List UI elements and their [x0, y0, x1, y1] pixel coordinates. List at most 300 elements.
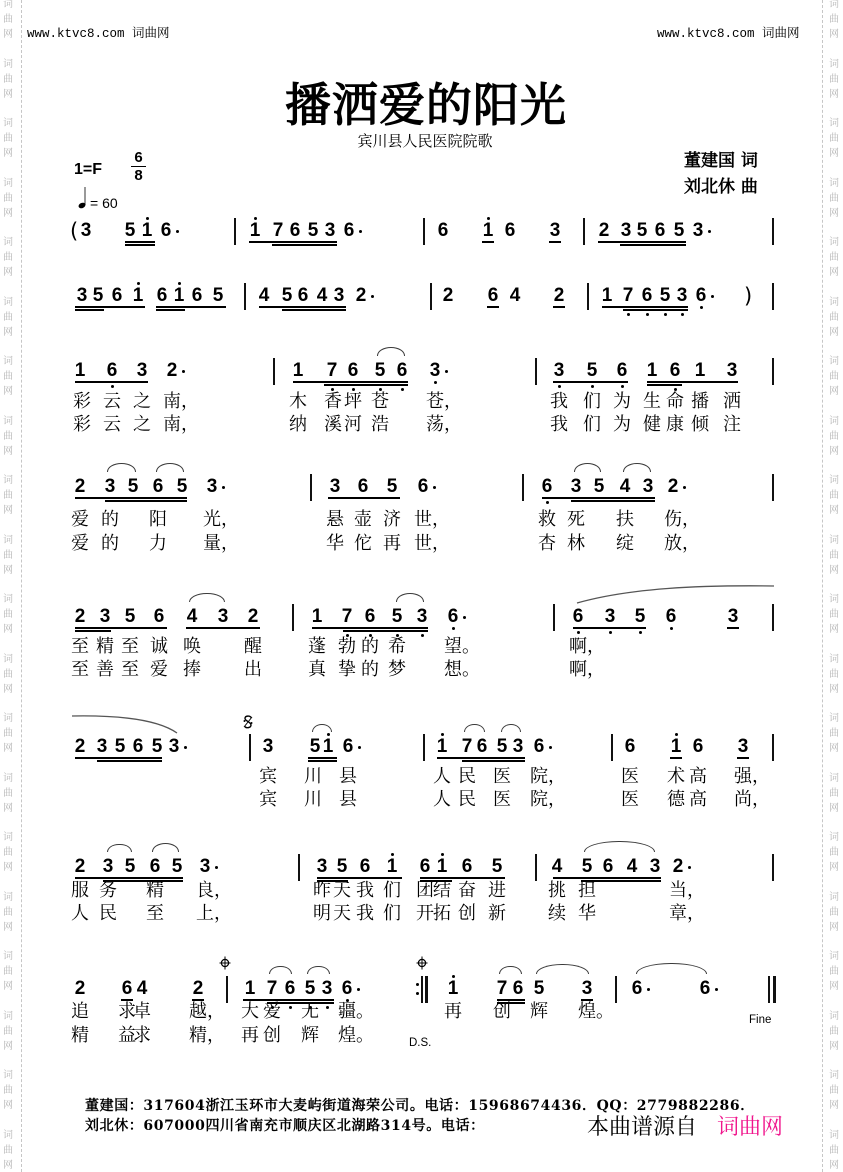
lyric-verse-2: 天 — [333, 903, 351, 924]
augmentation-dot — [222, 486, 225, 489]
underline-eighth — [553, 306, 565, 308]
lyric-verse-2: 院， — [530, 789, 566, 810]
lyric-verse-1: 无 — [301, 1001, 319, 1022]
watermark-char: 词 — [829, 1129, 839, 1141]
note: 6 — [191, 285, 203, 306]
coda-icon — [219, 955, 231, 974]
watermark-char: 曲 — [829, 966, 839, 977]
lyric-verse-1: 再 — [444, 1001, 462, 1022]
note-low-octave: 6 — [347, 360, 359, 381]
lyric-verse-1: 挑 — [548, 880, 566, 901]
watermark-char: 曲 — [829, 787, 839, 799]
note: 5 — [124, 856, 136, 877]
note: 3 — [737, 736, 749, 757]
watermark-char: 网 — [3, 88, 13, 100]
note-high-octave: 1 — [386, 856, 398, 877]
note: 3 — [549, 220, 561, 241]
slur — [584, 841, 655, 852]
underline-eighth — [487, 306, 499, 308]
low-octave-dot — [664, 313, 667, 316]
song-subtitle: 宾川县人民医院院歌 — [357, 132, 493, 150]
slur — [501, 724, 521, 732]
barline — [772, 283, 774, 310]
note-low-octave: 5 — [304, 978, 316, 999]
lyric-verse-2: 爱 — [150, 659, 168, 680]
lyric-verse-2: 们 — [383, 903, 401, 924]
watermark-char: 曲 — [829, 1144, 839, 1156]
augmentation-dot — [445, 370, 448, 373]
lyric-verse-2: 人 — [71, 903, 89, 924]
underline-eighth — [75, 381, 148, 383]
barline — [553, 604, 555, 631]
underline-eighth — [308, 757, 337, 759]
watermark-char: 网 — [3, 207, 13, 219]
site-header-left: www.ktvc8.com 词曲网 — [27, 27, 170, 41]
source-attribution — [587, 1114, 783, 1142]
watermark-char: 网 — [3, 802, 13, 814]
slur — [636, 963, 707, 974]
lyric-verse-2: 县 — [339, 789, 357, 810]
composer-credit: 刘北休 曲 — [684, 177, 758, 197]
time-signature-denominator: 8 — [134, 167, 143, 184]
watermark-char: 词 — [829, 475, 839, 486]
lyric-verse-1: 云 — [103, 391, 121, 412]
note: 3 — [262, 736, 274, 757]
lyric-verse-1: 医 — [621, 766, 639, 787]
watermark-char: 网 — [3, 445, 13, 457]
note-high-octave: 1 — [436, 736, 448, 757]
barline — [249, 734, 251, 761]
watermark-char: 曲 — [3, 14, 13, 25]
lyric-verse-1: 彩 — [73, 391, 91, 412]
note: 5 — [127, 476, 139, 497]
note: 3 — [206, 476, 218, 497]
low-octave-dot — [546, 501, 549, 504]
slur — [307, 966, 330, 974]
lyric-verse-1: 望。 — [444, 636, 480, 657]
song-title: 播洒爱的阳光 — [285, 78, 567, 132]
underline-sixteenth — [324, 384, 408, 386]
barline — [292, 604, 294, 631]
lyric-verse-1: 强， — [734, 766, 770, 787]
note: 6 — [149, 856, 161, 877]
lyric-verse-1: 至 — [71, 636, 89, 657]
barline — [273, 358, 275, 385]
lyric-verse-2: 力 — [149, 533, 167, 554]
note: 5 — [124, 220, 136, 241]
lyric-verse-2: 医 — [493, 789, 511, 810]
lyric-verse-2: 南， — [163, 414, 199, 435]
note-low-octave: 5 — [391, 606, 403, 627]
watermark-char: 曲 — [3, 906, 13, 918]
watermark-char: 曲 — [3, 371, 13, 382]
note: 5 — [491, 856, 503, 877]
barline — [587, 283, 589, 310]
watermark-char: 网 — [829, 29, 839, 40]
watermark-char: 曲 — [829, 1085, 839, 1096]
lyric-verse-1: 的 — [361, 636, 379, 657]
watermark-char: 网 — [3, 29, 13, 40]
note: 4 — [626, 856, 638, 877]
note: 3 — [570, 476, 582, 497]
lyric-verse-2: 我 — [550, 414, 568, 435]
watermark-char: 网 — [829, 981, 839, 992]
watermark-char: 曲 — [3, 1025, 13, 1037]
underline-sixteenth — [105, 500, 187, 502]
note-low-octave: 6 — [447, 606, 459, 627]
lyric-verse-2: 再 — [241, 1025, 259, 1046]
note: 1 — [244, 978, 256, 999]
note: 7 — [272, 220, 284, 241]
note: 5 — [386, 476, 398, 497]
lyric-verse-2: 河 — [344, 414, 362, 435]
note-low-octave: 6 — [669, 360, 681, 381]
margin-dashed-line-left — [21, 0, 22, 1172]
lyric-verse-1: 阳 — [149, 509, 167, 530]
low-octave-dot — [289, 1006, 292, 1009]
lyric-verse-1: 苍 — [371, 391, 389, 412]
note: 6 — [132, 736, 144, 757]
watermark-char: 曲 — [829, 609, 839, 620]
watermark-char: 曲 — [3, 728, 13, 739]
note: 3 — [104, 476, 116, 497]
note-low-octave: 6 — [616, 360, 628, 381]
note: 5 — [124, 606, 136, 627]
lyric-verse-1: 术 — [667, 766, 685, 787]
lyric-verse-1: 大 — [241, 1001, 259, 1022]
lyric-verse-2: 煌。 — [338, 1025, 374, 1046]
lyric-verse-2: 的 — [361, 659, 379, 680]
underline-sixteenth — [75, 309, 104, 311]
lyric-verse-2: 川 — [304, 789, 322, 810]
lyric-verse-1: 求 — [118, 1001, 136, 1022]
lyric-verse-2: 高 — [689, 789, 707, 810]
underline-sixteenth — [623, 309, 688, 311]
lyric-verse-1: 爱 — [71, 509, 89, 530]
note: 5 — [636, 220, 648, 241]
lyric-verse-2: 梦 — [388, 659, 406, 680]
lyric-verse-2: 精 — [71, 1025, 89, 1046]
lyric-verse-1: 天 — [333, 880, 351, 901]
watermark-char: 曲 — [829, 490, 839, 501]
note-low-octave: 6 — [695, 285, 707, 306]
barline — [244, 283, 246, 310]
note-low-octave: 5 — [374, 360, 386, 381]
note: 1 — [646, 360, 658, 381]
watermark-char: 网 — [3, 148, 13, 159]
lyric-verse-2: 之 — [133, 414, 151, 435]
slur — [189, 593, 225, 602]
watermark-char: 词 — [3, 951, 13, 962]
augmentation-dot — [358, 746, 361, 749]
note-low-octave: 3 — [321, 978, 333, 999]
underline-eighth — [249, 241, 337, 243]
lyric-verse-1: 奋 — [458, 880, 476, 901]
note-high-octave: 1 — [322, 736, 334, 757]
lyric-verse-1: 辉 — [530, 1001, 548, 1022]
barline — [522, 474, 524, 501]
lyricist-credit: 董建国 词 — [684, 151, 758, 171]
lyric-verse-2: 再 — [383, 533, 401, 554]
low-octave-dot — [326, 1006, 329, 1009]
underline-sixteenth — [620, 244, 686, 246]
lyric-verse-2: 的 — [101, 533, 119, 554]
note-high-octave: 1 — [132, 285, 144, 306]
note: 6 — [512, 978, 524, 999]
lyric-verse-2: 啊， — [569, 659, 605, 680]
note-low-octave: 7 — [266, 978, 278, 999]
note: 3 — [102, 856, 114, 877]
site-header-right: www.ktvc8.com 词曲网 — [657, 27, 800, 41]
source-label: 本曲谱源自 — [587, 1115, 698, 1140]
lyric-verse-2: 至 — [71, 659, 89, 680]
watermark-char: 词 — [3, 832, 13, 843]
note-low-octave: 5 — [634, 606, 646, 627]
note: 2 — [192, 978, 204, 999]
underline-sixteenth — [272, 244, 337, 246]
low-octave-dot — [700, 306, 703, 309]
note: 1 — [311, 606, 323, 627]
lyric-verse-1: 良， — [196, 880, 232, 901]
lyric-verse-1: 洒 — [723, 391, 741, 412]
slur — [312, 724, 332, 732]
note: 5 — [581, 856, 593, 877]
watermark-char: 词 — [3, 891, 13, 903]
note-high-octave: 1 — [482, 220, 494, 241]
lyric-verse-1: 追 — [71, 1001, 89, 1022]
lyric-verse-2: 华 — [326, 533, 344, 554]
note: 2 — [247, 606, 259, 627]
slur — [577, 586, 774, 603]
lyric-verse-2: 溪 — [324, 414, 342, 435]
watermark-char: 网 — [829, 802, 839, 814]
note: 6 — [602, 856, 614, 877]
lyric-verse-1: 院， — [530, 766, 566, 787]
underline-eighth — [482, 241, 494, 243]
note: 4 — [316, 285, 328, 306]
watermark-char: 词 — [3, 0, 13, 10]
repeat-barline-thick — [425, 976, 428, 1003]
lyric-verse-2: 云 — [103, 414, 121, 435]
lyric-verse-1: 南， — [163, 391, 199, 412]
watermark-char: 词 — [829, 177, 839, 189]
lyric-verse-1: 啊， — [569, 636, 605, 657]
note: 5 — [336, 856, 348, 877]
augmentation-dot — [359, 230, 362, 233]
lyric-verse-2: 为 — [613, 414, 631, 435]
lyric-verse-2: 益 — [118, 1025, 136, 1046]
repeat-dot — [416, 983, 419, 986]
underline-eighth — [259, 306, 346, 308]
watermark-char: 曲 — [829, 252, 839, 263]
note-low-octave: 6 — [284, 978, 296, 999]
lyric-verse-2: 续 — [548, 903, 566, 924]
note: 2 — [598, 220, 610, 241]
note: 5 — [212, 285, 224, 306]
watermark-char: 网 — [829, 1040, 839, 1052]
lyric-verse-1: 扶 — [616, 509, 634, 530]
augmentation-dot — [176, 230, 179, 233]
note: 3 — [512, 736, 524, 757]
underline-eighth — [542, 497, 655, 499]
note: 4 — [509, 285, 521, 306]
low-octave-dot — [111, 385, 114, 388]
lyric-verse-1: 香 — [324, 391, 342, 412]
note-low-octave: 5 — [659, 285, 671, 306]
note: 3 — [316, 856, 328, 877]
watermark-char: 曲 — [829, 192, 839, 204]
lyric-verse-1: 医 — [493, 766, 511, 787]
barline — [234, 218, 236, 245]
low-octave-dot — [670, 627, 673, 630]
slur — [156, 463, 184, 472]
lyric-verse-2: 想。 — [444, 659, 480, 680]
watermark-char: 曲 — [3, 430, 13, 442]
note-low-octave: 3 — [553, 360, 565, 381]
lyric-verse-1: 我 — [550, 391, 568, 412]
watermark-char: 网 — [3, 743, 13, 754]
note: 3 — [642, 476, 654, 497]
note: 6 — [153, 606, 165, 627]
slur — [574, 463, 601, 472]
quarter-note-icon — [76, 185, 90, 215]
note-low-octave: 6 — [665, 606, 677, 627]
lyric-verse-1: 担 — [578, 880, 596, 901]
note-high-octave: 1 — [447, 978, 459, 999]
watermark-char: 网 — [829, 921, 839, 933]
note: 6 — [419, 856, 431, 877]
watermark-char: 词 — [3, 1010, 13, 1022]
note-low-octave: 3 — [429, 360, 441, 381]
lyric-verse-1: 服 — [71, 880, 89, 901]
note: 6 — [476, 736, 488, 757]
lyric-verse-2: 放， — [664, 533, 700, 554]
note: 5 — [533, 978, 545, 999]
underline-eighth — [553, 381, 628, 383]
lyric-verse-1: 精 — [96, 636, 114, 657]
note: 6 — [461, 856, 473, 877]
note: 6 — [357, 476, 369, 497]
lyric-verse-1: 伤， — [664, 509, 700, 530]
lyric-verse-1: 疆。 — [338, 1001, 374, 1022]
watermark-char: 词 — [3, 772, 13, 784]
watermark-char: 词 — [3, 118, 13, 129]
note: 3 — [168, 736, 180, 757]
watermark-char: 曲 — [829, 1025, 839, 1037]
lyric-verse-2: 我 — [356, 903, 374, 924]
watermark-char: 曲 — [3, 847, 13, 858]
augmentation-dot — [715, 988, 718, 991]
note: 6 — [152, 476, 164, 497]
lyric-verse-2: 至 — [146, 903, 164, 924]
watermark-char: 网 — [829, 88, 839, 100]
underline-eighth — [598, 241, 686, 243]
watermark-char: 曲 — [829, 728, 839, 739]
lyric-verse-1: 煌。 — [578, 1001, 614, 1022]
augmentation-dot — [182, 370, 185, 373]
lyric-verse-1: 醒 — [244, 636, 262, 657]
tempo-value: = 60 — [90, 195, 118, 211]
watermark-char: 词 — [829, 594, 839, 605]
note-low-octave: 6 — [541, 476, 553, 497]
note: 3 — [96, 736, 108, 757]
lyric-verse-2: 爱 — [71, 533, 89, 554]
slur — [623, 463, 651, 472]
note-low-octave: 7 — [326, 360, 338, 381]
lyric-verse-2: 康 — [666, 414, 684, 435]
lyric-verse-1: 木 — [289, 391, 307, 412]
slur — [107, 844, 132, 853]
watermark-char: 词 — [829, 534, 839, 546]
lyric-verse-2: 挚 — [338, 659, 356, 680]
watermark-char: 词 — [3, 237, 13, 248]
slur — [499, 966, 522, 974]
note: 6 — [624, 736, 636, 757]
underline-eighth — [312, 627, 428, 629]
watermark-char: 曲 — [3, 133, 13, 144]
lyric-verse-1: 生 — [643, 391, 661, 412]
lyric-verse-2: 宾 — [259, 789, 277, 810]
lyric-verse-2: 健 — [643, 414, 661, 435]
augmentation-dot — [371, 295, 374, 298]
open-parenthesis: ( — [70, 219, 79, 243]
watermark-char: 词 — [3, 58, 13, 70]
slur — [396, 593, 424, 602]
watermark-char: 词 — [3, 415, 13, 427]
underline-eighth — [75, 877, 183, 879]
low-octave-dot — [627, 313, 630, 316]
watermark-char: 曲 — [829, 371, 839, 382]
watermark-char: 网 — [3, 1159, 13, 1171]
note: 5 — [593, 476, 605, 497]
note-high-octave: 1 — [141, 220, 153, 241]
barline — [583, 218, 585, 245]
note: 3 — [581, 978, 593, 999]
watermark-char: 词 — [829, 772, 839, 784]
note-high-octave: 1 — [436, 856, 448, 877]
watermark-char: 词 — [3, 475, 13, 486]
slur — [107, 463, 136, 472]
watermark-char: 曲 — [3, 311, 13, 323]
watermark-char: 词 — [829, 1010, 839, 1022]
watermark-char: 网 — [829, 1100, 839, 1111]
lyric-verse-2: 民 — [99, 903, 117, 924]
slur — [377, 347, 405, 356]
watermark-char: 词 — [3, 534, 13, 546]
lyric-verse-2: 民 — [458, 789, 476, 810]
watermark-char: 曲 — [829, 430, 839, 442]
note: 1 — [292, 360, 304, 381]
watermark-char: 网 — [3, 564, 13, 576]
note: 1 — [74, 360, 86, 381]
lyric-verse-1: 越， — [189, 1001, 225, 1022]
watermark-char: 词 — [3, 177, 13, 189]
underline-eighth — [737, 757, 749, 759]
note: 6 — [342, 736, 354, 757]
note: 6 — [699, 978, 711, 999]
low-octave-dot — [434, 381, 437, 384]
underline-eighth — [727, 627, 739, 629]
lyric-verse-1: 当， — [669, 880, 705, 901]
watermark-char: 网 — [3, 1040, 13, 1052]
watermark-char: 词 — [829, 0, 839, 10]
watermark-char: 网 — [3, 505, 13, 516]
note-high-octave: 1 — [249, 220, 261, 241]
lyric-verse-1: 县 — [339, 766, 357, 787]
underline-sixteenth — [571, 500, 655, 502]
watermark-char: 词 — [3, 653, 13, 665]
lyric-verse-1: 世， — [414, 509, 450, 530]
